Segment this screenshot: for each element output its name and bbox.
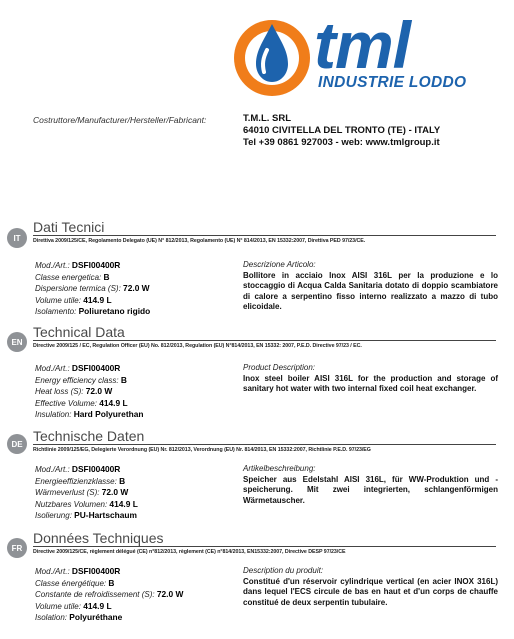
manufacturer-contact: Tel +39 0861 927003 - web: www.tmlgroup.it (243, 137, 440, 148)
spec-row: Isolation: Polyuréthane (35, 612, 123, 622)
description-text: Constitué d'un réservoir cylindrique vertical (en acier INOX 316L) dans lequel l'ECS circule de bas en haut et d'un corps de chauffe constitué de deux serpentin tubulaire. (243, 576, 498, 607)
spec-row: Isolamento: Poliuretano rigido (35, 306, 151, 316)
spec-row: Insulation: Hard Polyurethan (35, 409, 144, 419)
brand-logo (234, 8, 467, 102)
section-title: Dati Tecnici (33, 219, 105, 235)
section-directive: Directive 2009/125 / EC, Regulation Officer (EU) No. 812/2013, Regulation (EU) N°814/2013, EN 15332: 2007, P.E.D. Directive 97/23 / EC. (33, 343, 362, 349)
section-directive: Direttiva 2009/125/CE, Regolamento Delegato (UE) N° 812/2013, Regolamento (UE) N° 814/2013, EN 15332:2007, Direttiva PED 97/23/CE. (33, 238, 366, 244)
language-badge: EN (7, 332, 27, 352)
description-label: Product Description: (243, 363, 316, 372)
manufacturer-name: T.M.L. SRL (243, 113, 292, 124)
water-drop-logo-icon (234, 10, 316, 102)
manufacturer-address: 64010 CIVITELLA DEL TRONTO (TE) - ITALY (243, 125, 441, 136)
spec-row: Mod./Art.: DSFI00400R (35, 464, 121, 474)
description-text: Speicher aus Edelstahl AISI 316L, für WW-Produktion und -speicherung. Mit zwei integrierten, schlangenförmigen Wärmetauscher. (243, 474, 498, 505)
spec-row: Constante de refroidissement (S): 72.0 W (35, 589, 184, 599)
spec-list (35, 566, 183, 624)
spec-row: Wärmeverlust (S): 72.0 W (35, 487, 129, 497)
description-text: Inox steel boiler AISI 316L for the production and storage of sanitary hot water with two internal fixed coil heat exchanger. (243, 373, 498, 393)
description-text: Bollitore in acciaio Inox AISI 316L per la produzione e lo stoccaggio di Acqua Calda Sanitaria dotato di doppio scambiatore di calore a serpentino fisso interno realizzato a mazzo di tubo elicoidale. (243, 270, 498, 311)
description-label: Descrizione Articolo: (243, 260, 316, 269)
section-divider (33, 444, 496, 445)
section-title: Technische Daten (33, 428, 145, 444)
spec-row: Volume utile: 414.9 L (35, 294, 112, 305)
spec-row: Isolierung: PU-Hartschaum (35, 510, 137, 520)
product-description (243, 260, 498, 313)
language-badge: IT (7, 228, 27, 248)
brand-subtitle: INDUSTRIE LODDO (318, 74, 467, 91)
section-divider (33, 340, 496, 341)
spec-row: Dispersione termica (S): 72.0 W (35, 283, 150, 293)
section-directive: Directive 2009/125/CE, règlement délégué (CE) n°812/2013, règlement (CE) n°814/2013, EN15332:2007, Directive DESP 97/23/CE (33, 549, 346, 555)
spec-row: Classe energetica: B (35, 271, 110, 282)
spec-row: Mod./Art.: DSFI00400R (35, 566, 121, 576)
spec-row: Nutzbares Volumen: 414.9 L (35, 498, 138, 509)
brand-name: tml (314, 8, 410, 82)
spec-row: Mod./Art.: DSFI00400R (35, 260, 121, 270)
spec-row: Volume utile: 414.9 L (35, 600, 112, 611)
spec-row: Effective Volume: 414.9 L (35, 397, 128, 408)
section-title: Données Techniques (33, 530, 164, 546)
section-title: Technical Data (33, 324, 125, 340)
manufacturer-info (243, 113, 440, 149)
description-label: Artikelbeschreibung: (243, 464, 316, 473)
spec-row: Heat loss (S): 72.0 W (35, 386, 113, 396)
language-badge: DE (7, 434, 27, 454)
product-description (243, 464, 498, 506)
description-label: Description du produit: (243, 566, 324, 575)
product-description (243, 566, 498, 608)
section-divider (33, 546, 496, 547)
manufacturer-label: Costruttore/Manufacturer/Hersteller/Fabricant: (33, 115, 207, 125)
spec-row: Mod./Art.: DSFI00400R (35, 363, 121, 373)
spec-row: Energy efficiency class: B (35, 374, 127, 385)
spec-row: Classe énergétique: B (35, 577, 115, 588)
spec-list (35, 260, 150, 318)
section-divider (33, 235, 496, 236)
spec-row: Energieeffizienzklasse: B (35, 475, 126, 486)
product-description (243, 363, 498, 395)
spec-list (35, 464, 138, 522)
section-directive: Richtlinie 2009/125/EG, Delegierte Verordnung (EU) Nr. 812/2013, Verordnung (EU) Nr. 814/2013, EN 15332:2007, Richtlinie P.E.D. 97/23/EG (33, 447, 371, 453)
spec-list (35, 363, 144, 421)
language-badge: FR (7, 538, 27, 558)
